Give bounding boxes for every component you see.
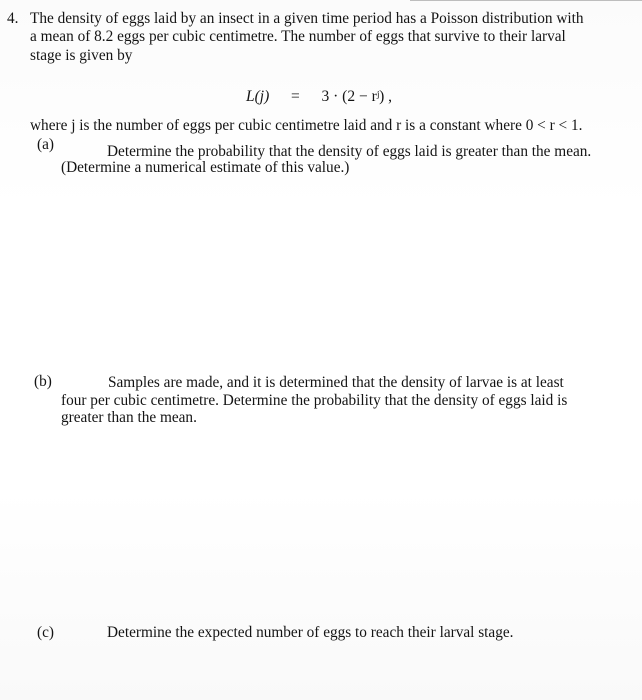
part-a-line-1: Determine the probability that the density of eggs laid is greater than the mean. bbox=[107, 143, 592, 160]
question-stem-line-1: The density of eggs laid by an insect in a given time period has a Poisson distribution with bbox=[30, 10, 584, 27]
part-b-line-1: Samples are made, and it is determined that the density of larvae is at least bbox=[108, 374, 564, 391]
part-b-line-2: four per cubic centimetre. Determine the probability that the density of eggs laid is bbox=[61, 392, 568, 409]
equation-rhs: 3 · (2 − rʲ) , bbox=[321, 88, 393, 105]
part-c-label: (c) bbox=[37, 624, 54, 641]
part-a-label: (a) bbox=[37, 136, 54, 153]
equation-equals: = bbox=[291, 88, 300, 105]
part-b-line-3: greater than the mean. bbox=[61, 409, 197, 426]
question-number: 4. bbox=[7, 10, 19, 27]
survival-equation bbox=[246, 88, 392, 106]
part-b-label: (b) bbox=[34, 373, 52, 390]
question-stem-line-3: stage is given by bbox=[30, 47, 133, 64]
part-a-line-2: (Determine a numerical estimate of this value.) bbox=[61, 159, 350, 176]
part-c-line-1: Determine the expected number of eggs to reach their larval stage. bbox=[107, 624, 514, 641]
where-line: where j is the number of eggs per cubic centimetre laid and r is a constant where 0 < r < 1. bbox=[30, 117, 583, 134]
equation-lhs: L(j) bbox=[246, 88, 270, 105]
question-stem-line-2: a mean of 8.2 eggs per cubic centimetre. The number of eggs that survive to their larval bbox=[30, 28, 566, 45]
top-rule bbox=[410, 0, 642, 2]
